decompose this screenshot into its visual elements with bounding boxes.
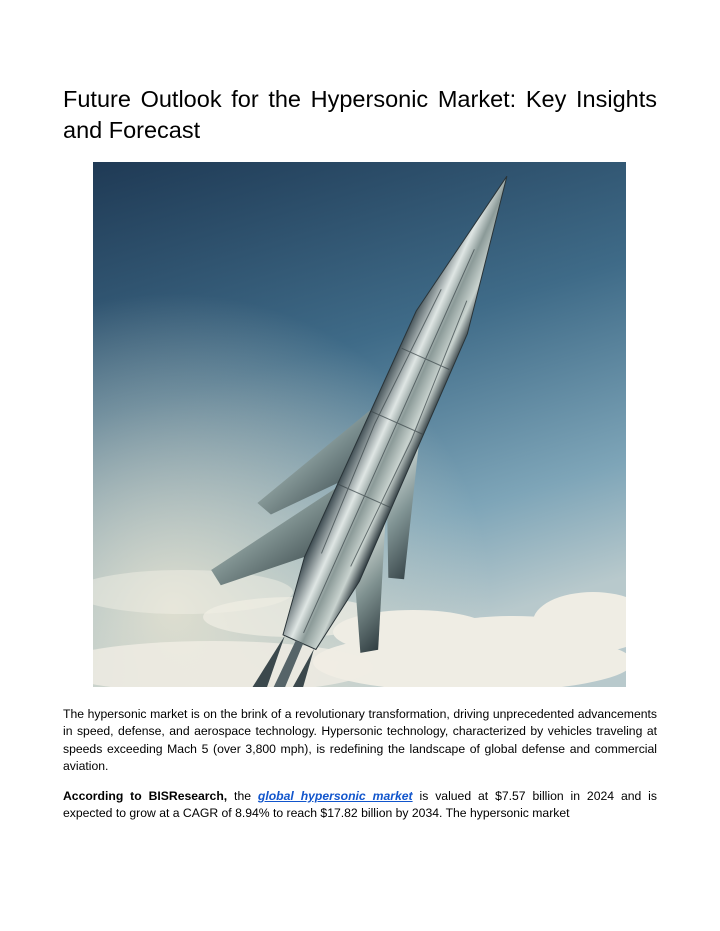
text-after-link: is valued at $7.57 billion in 2024 and is expected to grow at a CAGR of 8.94% to reach $17.82 billion by 2034. The hypersonic market xyxy=(63,789,657,821)
source-lead: According to BISResearch, xyxy=(63,789,228,803)
market-paragraph xyxy=(63,788,657,823)
text-before-link: the xyxy=(227,789,258,803)
hypersonic-rocket-icon xyxy=(93,162,626,687)
hero-image xyxy=(93,162,626,687)
global-hypersonic-market-link[interactable]: global hypersonic market xyxy=(257,789,413,803)
intro-paragraph: The hypersonic market is on the brink of a revolutionary transformation, driving unprecedented advancements in speed, defense, and aerospace technology. Hypersonic technology, characterized by vehicles traveling at speeds exceeding Mach 5 (over 3,800 mph), is redefining the landscape of global defense and commercial aviation. xyxy=(63,707,657,773)
page-title: Future Outlook for the Hypersonic Market: Key Insights and Forecast xyxy=(63,86,657,143)
